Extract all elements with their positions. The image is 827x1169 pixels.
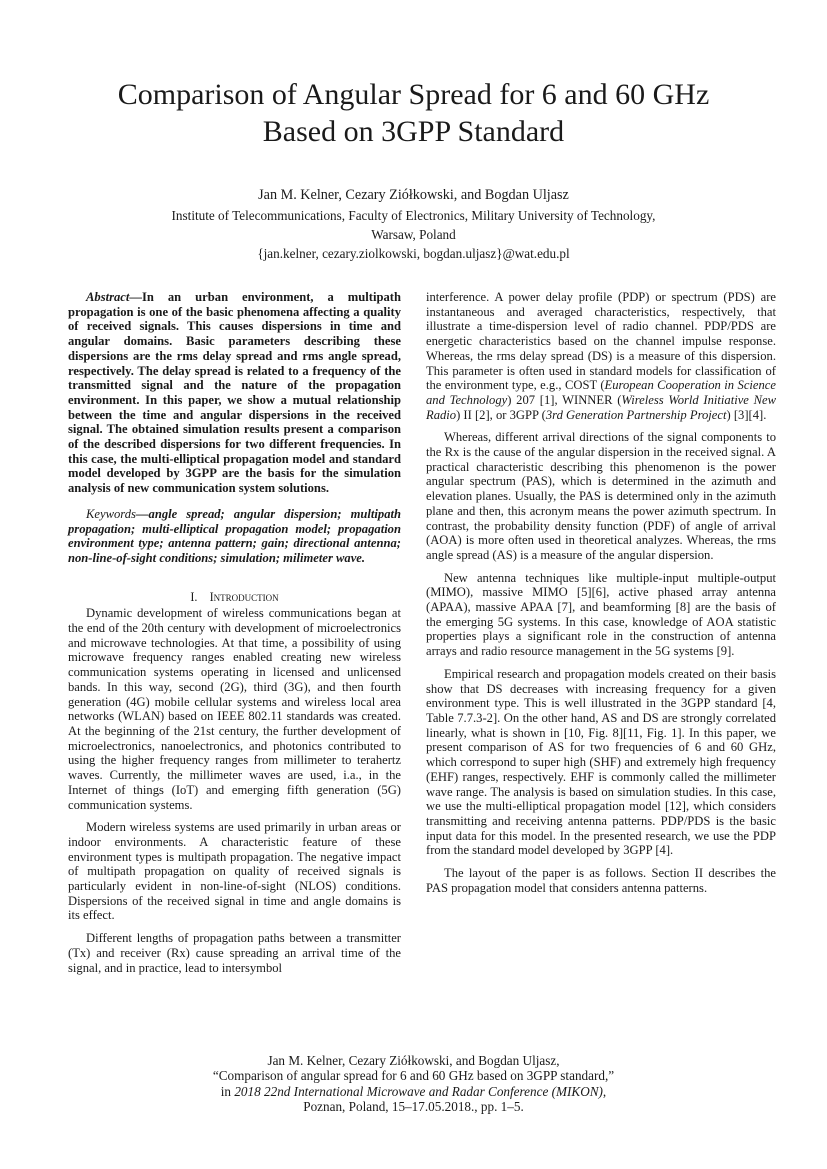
section-heading-introduction [68,590,401,605]
footer-line-1: Jan M. Kelner, Cezary Ziółkowski, and Bogdan Uljasz, [267,1053,560,1068]
footer-line-3 [40,1084,787,1099]
text-run: , [602,1083,607,1099]
intro-paragraph-2: Modern wireless systems are used primarily in urban areas or indoor environments. A characteristic feature of these environment types is multipath propagation. The negative impact of multipath propagation on quality of received signals is particularly evident in non-line-of-sight (NLOS) conditions. Dispersions of the received signal in time and angle domains is its effect. [68,820,401,923]
right-column [426,290,776,895]
intro-paragraph-6: New antenna techniques like multiple-input multiple-output (MIMO), massive MIMO [5][6], active phased array antenna (APAA), massive APAA [7], and beamforming [8] are the basis of the emerging 5G systems. In this case, knowledge of AOA statistic properties plays a significant role in the construction of antenna arrays and radio resource management in the 5G systems [9]. [426,570,776,659]
intro-paragraph-8: The layout of the paper is as follows. Section II describes the PAS propagation model that considers antenna patterns. [426,866,776,895]
keywords-label: Keywords [86,506,136,521]
section-number: I. [190,589,198,604]
abstract-label: Abstract [86,290,130,304]
paper-title [40,76,787,150]
section-title: Introduction [209,589,279,604]
cost-expansion: European Cooperation in Science and Technology [426,378,776,407]
conference-venue: 2018 22nd International Microwave and Radar Conference (MIKON) [234,1083,603,1099]
abstract [68,290,401,496]
intro-paragraph-1: Dynamic development of wireless communications began at the end of the 20th century with development of microelectronics and microwave technologies. At that time, a possibility of using microwave frequency ranges enabled creating new wireless communication systems operating in licensed and unlicensed bands. In this way, second (2G), third (3G), and then fourth generation (4G) mobile cellular systems and wireless local area networks (WLAN) based on IEEE 802.11 standards was created. At the beginning of the 21st century, the further development of microelectronics, nanoelectronics, and photonics contributed to using the higher frequency ranges from millimeter to terahertz waves. Currently, the millimeter waves are used, i.a., in the Internet of things (IoT) and emerging fifth generation (5G) communication systems. [68,606,401,812]
title-line-2: Based on 3GPP Standard [262,115,565,148]
citation-footer [40,1053,787,1115]
left-column [68,290,401,975]
affiliation [40,206,787,263]
intro-paragraph-7: Empirical research and propagation models created on their basis show that DS decreases with increasing frequency for a given environment type. This is well illustrated in the 3GPP standard [4, Table 7.7.3-2]. On the other hand, AS and DS are strongly correlated linearly, what is shown in [10, Fig. 8][11, Fig. 1]. In this paper, we present comparison of AS for two frequencies of 6 and 60 GHz, which correspond to super high (SHF) and extremely high frequency (EHF) ranges, respectively. EHF is commonly called the millimeter wave range. The analysis is based on simulation studies. In this case, we use the multi-elliptical propagation model [12], which considers transmitting and receiving antenna patterns. PDP/PDS is the basic input data for this model. In the presented research, we use the PDP from the standard model developed by 3GPP [4]. [426,666,776,858]
author-list: Jan M. Kelner, Cezary Ziółkowski, and Bogdan Uljasz [258,187,569,203]
text-run: in [220,1083,235,1099]
abstract-text: —In an urban environment, a multipath propagation is one of the basic phenomena affecting a quality of received signals. This causes dispersions in time and angular domains. Basic parameters describing these dispersions are the rms delay spread and rms angle spread, respectively. The delay spread is related to a frequency of the transmitted signal and the nature of the propagation environment. In this paper, we show a mutual relationship between the time and angular dispersions in the received signal. The obtained simulation results present a comparison of the described dispersions for two different frequencies. In this case, the multi-elliptical propagation model and standard model developed by 3GPP are the basis for the simulation analysis of new communication system solutions. [68,290,401,496]
keywords [68,507,401,566]
footer-line-4: Poznan, Poland, 15–17.05.2018., pp. 1–5. [303,1099,524,1115]
footer-line-2: “Comparison of angular spread for 6 and 60 GHz based on 3GPP standard,” [212,1068,615,1084]
intro-paragraph-4 [426,290,776,422]
title-line-1: Comparison of Angular Spread for 6 and 60 GHz [117,78,710,111]
keywords-text: —angle spread; angular dispersion; multipath propagation; multi-elliptical propagation model; propagation environment type; antenna pattern; gain; directional antenna; non-line-of-sight conditions; simulation; milimeter wave. [68,506,401,565]
3gpp-expansion: 3rd Generation Partnership Project [545,407,727,422]
author-emails: {jan.kelner, cezary.ziolkowski, bogdan.uljasz}@wat.edu.pl [257,246,570,261]
affiliation-line-2: Warsaw, Poland [371,227,456,242]
text-run: ) [3][4]. [726,407,767,422]
winner-expansion: Wireless World Initiative New Radio [426,392,777,422]
text-run: ) II [2], or 3GPP ( [456,407,546,422]
text-run: interference. A power delay profile (PDP) or spectrum (PDS) are instantaneous and averaged characteristics, respectively, that illustrate a time-dispersion level of radio channel. PDP/PDS are energetic characteristics based on the channel impulse response. Whereas, the rms delay spread (DS) is a measure of this dispersion. This parameter is often used in standard models for classification of the environment type, e.g., COST ( [426,290,776,393]
intro-paragraph-5: Whereas, different arrival directions of the signal components to the Rx is the cause of the angular dispersion in the received signal. A practical characteristic describing this phenomenon is the power angular spectrum (PAS), which is determined in the azimuth and elevation planes. Usually, the PAS is determined only in the azimuth plane and then, this acronym means the power azimuth spectrum. In contrast, the probability density function (PDF) of angle of arrival (AOA) is more often used in theoretical analyzes. Whereas, the rms angle spread (AS) is a measure of the angular dispersion. [426,430,776,562]
affiliation-line-1: Institute of Telecommunications, Faculty of Electronics, Military University of Technology, [171,208,656,223]
text-run: ) 207 [1], WINNER ( [507,392,622,407]
intro-paragraph-3: Different lengths of propagation paths between a transmitter (Tx) and receiver (Rx) cause spreading an arrival time of the signal, and in practice, lead to intersymbol [68,931,401,975]
